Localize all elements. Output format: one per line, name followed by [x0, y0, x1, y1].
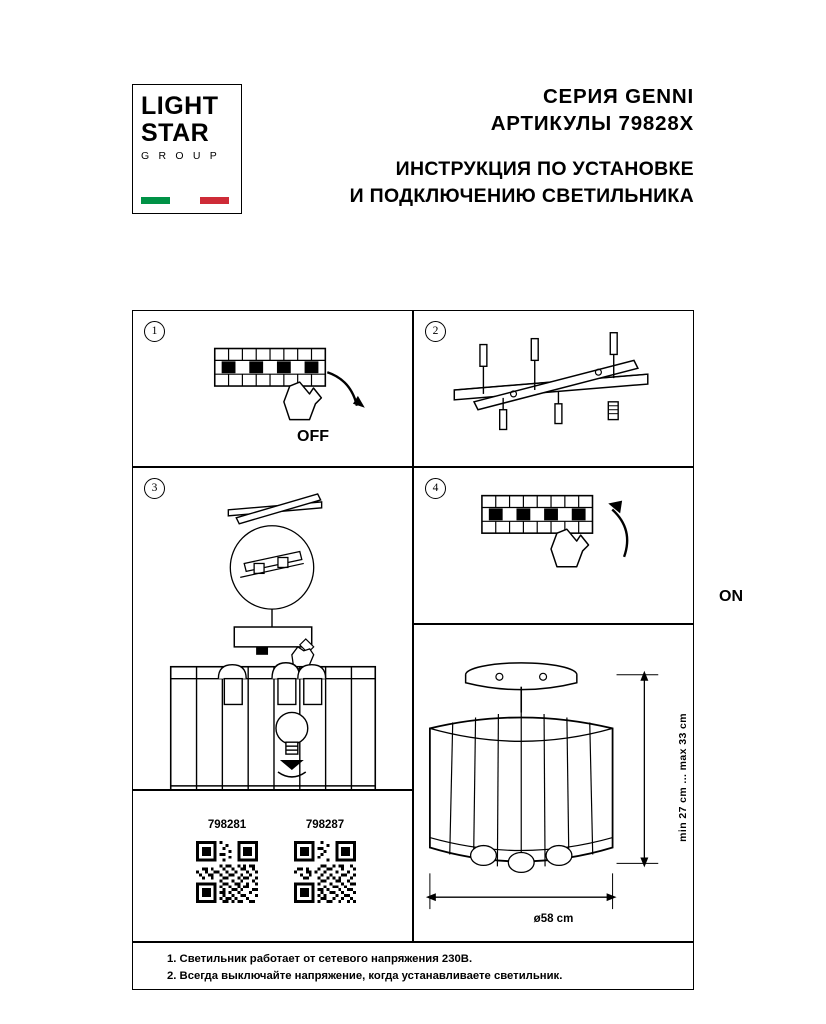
- logo-group-text: G R O U P: [141, 150, 220, 162]
- step-number-4: 4: [425, 478, 446, 499]
- step-1-label-off: OFF: [297, 428, 329, 445]
- diameter-dimension-label: ø58 cm: [533, 913, 574, 925]
- page-title: [262, 156, 694, 210]
- note-line-1: 1. Светильник работает от сетевого напряжения 230В.: [167, 953, 473, 965]
- logo-line-1: LIGHT: [141, 92, 219, 120]
- page-title-line-1: ИНСТРУКЦИЯ ПО УСТАНОВКЕ: [395, 158, 694, 180]
- step-number-1: 1: [144, 321, 165, 342]
- step-number-2: 2: [425, 321, 446, 342]
- qr-code-icon[interactable]: [294, 841, 356, 903]
- step-panel-3: [132, 467, 413, 790]
- articles-label: АРТИКУЛЫ 79828X: [490, 112, 694, 135]
- qr-item: [294, 819, 356, 903]
- document-header: [132, 84, 694, 214]
- step-2-illustration: [414, 311, 693, 466]
- step-1-illustration: [133, 311, 412, 466]
- step-3-illustration: [133, 468, 412, 789]
- brand-logo: [132, 84, 242, 214]
- series-label: СЕРИЯ GENNI: [542, 85, 694, 108]
- qr-code-label: 798287: [305, 819, 345, 831]
- step-4-illustration: [414, 468, 693, 623]
- notes-text: [167, 951, 562, 985]
- product-dimensions-panel: [413, 624, 694, 942]
- step-panel-4: [413, 467, 743, 624]
- italian-flag-icon: [141, 197, 229, 204]
- header-text-block: [262, 84, 694, 210]
- height-dimension-label: min 27 cm ... max 33 cm: [677, 713, 689, 842]
- qr-item: [196, 819, 258, 903]
- product-illustration: [414, 625, 693, 941]
- qr-codes-panel: [132, 790, 413, 942]
- step-panel-2: [413, 310, 694, 467]
- qr-code-list: [196, 819, 356, 903]
- qr-code-label: 798281: [207, 819, 247, 831]
- step-panel-1: [132, 310, 413, 467]
- step-4-label-on: ON: [719, 588, 743, 605]
- step-number-3: 3: [144, 478, 165, 499]
- instruction-panels: [132, 310, 743, 990]
- qr-code-icon[interactable]: [196, 841, 258, 903]
- note-line-2: 2. Всегда выключайте напряжение, когда устанавливаете светильник.: [167, 970, 563, 982]
- logo-line-2: STAR: [141, 119, 210, 147]
- notes-panel: [132, 942, 694, 990]
- page-title-line-2: И ПОДКЛЮЧЕНИЮ СВЕТИЛЬНИКА: [349, 185, 694, 207]
